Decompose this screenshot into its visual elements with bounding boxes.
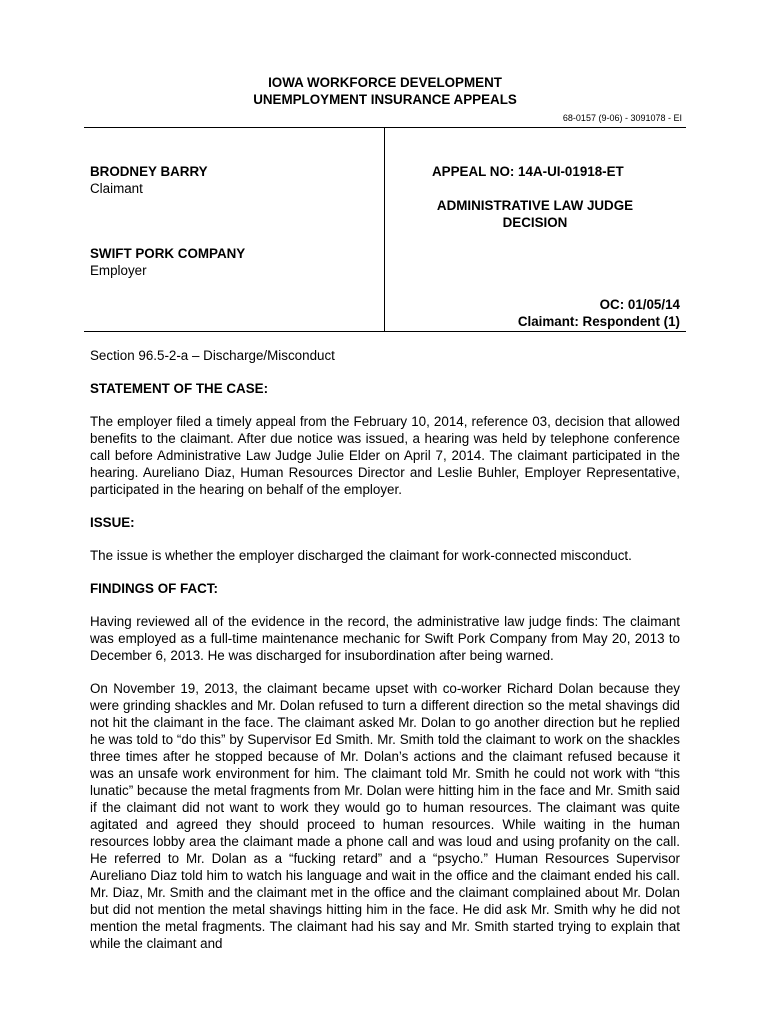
column-divider bbox=[384, 127, 385, 331]
claimant-block bbox=[90, 163, 208, 197]
original-claim-date: OC: 01/05/14 bbox=[599, 297, 680, 312]
form-number: 68-0157 (9-06) - 3091078 - EI bbox=[562, 113, 682, 123]
agency-heading bbox=[0, 74, 770, 108]
agency-division: UNEMPLOYMENT INSURANCE APPEALS bbox=[253, 92, 517, 107]
issue-text: The issue is whether the employer discharged the claimant for work-connected misconduct. bbox=[90, 548, 632, 563]
claimant-role: Claimant bbox=[90, 181, 143, 196]
appeal-number: APPEAL NO: 14A-UI-01918-ET bbox=[432, 164, 624, 179]
employer-role: Employer bbox=[90, 263, 147, 278]
findings-paragraph-1: Having reviewed all of the evidence in the record, the administrative law judge finds: The claimant was employed as a full-time maintenance mechanic for Swift Pork Company from May 20, 2013 to December 6, 2013. He was discharged for insubordination after being warned. bbox=[90, 614, 680, 663]
header-divider bbox=[84, 127, 686, 128]
statement-heading: STATEMENT OF THE CASE: bbox=[90, 381, 269, 396]
claimant-status: Claimant: Respondent (1) bbox=[517, 314, 680, 329]
decision-title bbox=[420, 197, 650, 231]
decision-title-line1: ADMINISTRATIVE LAW JUDGE bbox=[436, 198, 634, 213]
claim-info bbox=[400, 296, 680, 330]
claimant-name: BRODNEY BARRY bbox=[90, 164, 208, 179]
employer-name: SWIFT PORK COMPANY bbox=[90, 246, 246, 261]
decision-title-line2: DECISION bbox=[502, 215, 568, 230]
issue-heading: ISSUE: bbox=[90, 515, 135, 530]
caption-divider bbox=[84, 331, 686, 332]
findings-heading: FINDINGS OF FACT: bbox=[90, 581, 218, 596]
findings-paragraph-2: On November 19, 2013, the claimant became upset with co-worker Richard Dolan because they were grinding shackles and Mr. Dolan refused to turn a different direction so the metal shavings did not hit the claimant in the face. The claimant asked Mr. Dolan to go another direction but he replied he was told to “do this” by Supervisor Ed Smith. Mr. Smith told the claimant to work on the shackles three times after he stopped because of Mr. Dolan’s actions and the claimant refused because it was an unsafe work environment for him. The claimant told Mr. Smith he could not work with “this lunatic” because the metal fragments from Mr. Dolan were hitting him in the face and Mr. Smith said if the claimant did not want to work they would go to human resources. The claimant was quite agitated and agreed they should proceed to human resources. While waiting in the human resources lobby area the claimant made a phone call and was loud and using profanity on the call. He referred to Mr. Dolan as a “fucking retard” and a “psycho.” Human Resources Supervisor Aureliano Diaz told him to watch his language and wait in the office and the claimant ended his call. Mr. Diaz, Mr. Smith and the claimant met in the office and the claimant complained about Mr. Dolan but did not mention the metal shavings hitting him in the face. He did ask Mr. Smith why he did not mention the metal fragments. The claimant had his say and Mr. Smith started trying to explain that while the claimant and bbox=[90, 681, 680, 951]
section-reference: Section 96.5-2-a – Discharge/Misconduct bbox=[90, 348, 335, 363]
agency-name: IOWA WORKFORCE DEVELOPMENT bbox=[268, 75, 502, 90]
employer-block bbox=[90, 245, 245, 279]
statement-text: The employer filed a timely appeal from the February 10, 2014, reference 03, decision that allowed benefits to the claimant. After due notice was issued, a hearing was held by telephone conference call before Administrative Law Judge Julie Elder on April 7, 2014. The claimant participated in the hearing. Aureliano Diaz, Human Resources Director and Leslie Buhler, Employer Representative, participated in the hearing on behalf of the employer. bbox=[90, 414, 680, 497]
decision-body bbox=[90, 347, 680, 968]
